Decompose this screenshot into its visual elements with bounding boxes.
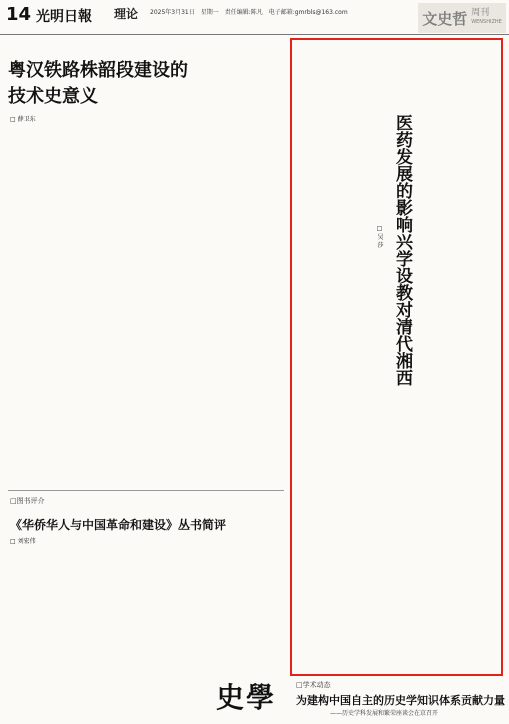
masthead [0, 0, 509, 34]
article-2-title: 《华侨华人与中国革命和建设》丛书简评 [10, 518, 227, 532]
banner-title: 文史哲 [422, 9, 468, 28]
feature-article-author: □ 吴 莎 [376, 225, 383, 248]
page-number: 14 [6, 4, 32, 25]
article-1-title-line1: 粤汉铁路株韶段建设的 [8, 60, 188, 81]
books-section-tag: □图书评介 [10, 497, 45, 505]
feature-article-title: 医药发展的影响兴学设教对清代湘西 [392, 114, 412, 386]
column-logo: 史學 [216, 681, 277, 714]
header-rule [0, 34, 509, 35]
article-2-author: □ 刘宏伟 [10, 538, 36, 545]
section-divider [8, 490, 284, 491]
section-banner [418, 3, 506, 33]
banner-subtitle [471, 9, 502, 27]
article-3-subtitle: ——历史学科发展和繁荣座谈会在京召开 [330, 710, 439, 717]
article-3-title: 为建构中国自主的历史学知识体系贡献力量 [296, 694, 505, 707]
article-1-title-line2: 技术史意义 [8, 86, 98, 107]
banner-sub-cn: 周刊 [471, 8, 490, 18]
article-1-title [8, 58, 278, 110]
date-line: 2025年3月31日 星期一 责任编辑:陈凡 电子邮箱:gmrbls@163.com [150, 9, 348, 16]
banner-sub-en: WENSHIZHE [471, 19, 502, 25]
article-1-body [8, 124, 284, 472]
section-label: 理论 [114, 7, 139, 21]
trends-section-tag: □学术动态 [296, 681, 331, 689]
paper-name: 光明日報 [36, 9, 92, 25]
article-1-author: □ 薛卫东 [10, 116, 36, 123]
